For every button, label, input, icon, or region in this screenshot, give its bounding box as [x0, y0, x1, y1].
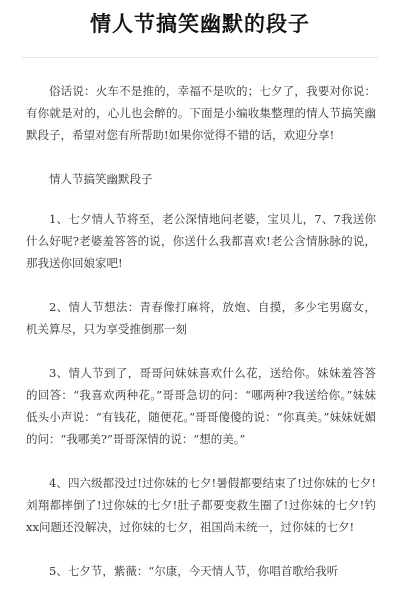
article-body: [26, 80, 376, 604]
joke-paragraph-2: 2、情人节想法：青春像打麻将，放炮、自摸，多少宅男腐女，机关算尽，只为享受推倒那一刻: [26, 300, 376, 336]
joke-paragraph-4: 4、四六级都没过!过你妹的七夕!暑假都要结束了!过你妹的七夕!刘翔都摔倒了!过你妹的七夕!肚子都要变救生圈了!过你妹的七夕!钓xx问题还没解决，过你妹的七夕，祖国尚未统一，过你妹的七夕!: [26, 476, 376, 534]
joke-paragraph-1: 1、七夕情人节将至，老公深情地问老婆，宝贝儿，7、7我送你什么好呢?老婆羞答答的说，你送什么我都喜欢!老公含情脉脉的说，那我送你回娘家吧!: [26, 212, 376, 270]
section-heading: 情人节搞笑幽默段子: [49, 172, 153, 186]
joke-paragraph-3: 3、情人节到了，哥哥问妹妹喜欢什么花，送给你。妹妹羞答答的回答：“我喜欢两种花。”哥哥急切的问：“哪两种?我送给你。”妹妹低头小声说：“有钱花，随便花。”哥哥傻傻的说：“你真美。”妹妹妩媚的问：“我哪美?”哥哥深情的说：“想的美。”: [26, 366, 376, 446]
joke-paragraph-5: 5、七夕节，紫薇：“尔康，今天情人节，你唱首歌给我听: [49, 564, 339, 578]
page-title: 情人节搞笑幽默的段子: [90, 12, 310, 36]
intro-paragraph: 俗话说：火车不是推的，幸福不是吹的；七夕了，我要对你说：有你就是对的，心儿也会醉的。下面是小编收集整理的情人节搞笑幽默段子，希望对您有所帮助!如果你觉得不错的话，欢迎分享!: [26, 84, 376, 142]
title-divider: [22, 57, 378, 58]
